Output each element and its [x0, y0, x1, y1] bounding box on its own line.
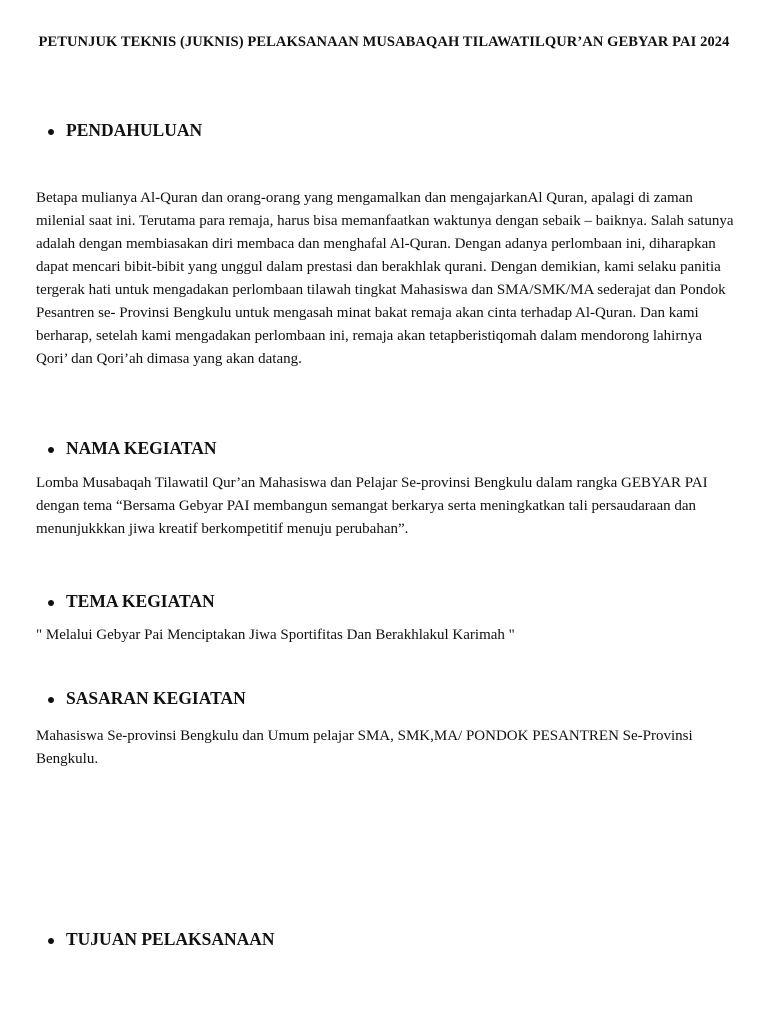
section-heading-label: NAMA KEGIATAN [66, 438, 217, 458]
section-heading-tema-kegiatan [48, 590, 215, 612]
bullet-icon [48, 129, 54, 135]
document-title: PETUNJUK TEKNIS (JUKNIS) PELAKSANAAN MUSABAQAH TILAWATILQUR’AN GEBYAR PAI 2024 [38, 34, 730, 50]
section-heading-label: PENDAHULUAN [66, 120, 203, 140]
bullet-icon [48, 600, 54, 606]
bullet-icon [48, 938, 54, 944]
section-heading-sasaran-kegiatan [48, 687, 246, 709]
section-heading-pendahuluan [48, 119, 202, 141]
section-heading-label: TUJUAN PELAKSANAAN [66, 929, 275, 949]
section-heading-nama-kegiatan [48, 437, 217, 459]
section-heading-tujuan-pelaksanaan [48, 928, 275, 950]
bullet-icon [48, 447, 54, 453]
section-body-sasaran-kegiatan: Mahasiswa Se-provinsi Bengkulu dan Umum pelajar SMA, SMK,MA/ PONDOK PESANTREN Se-Provinsi Bengkulu. [36, 728, 693, 767]
section-heading-label: SASARAN KEGIATAN [66, 688, 246, 708]
bullet-icon [48, 697, 54, 703]
section-heading-label: TEMA KEGIATAN [66, 591, 215, 611]
section-body-pendahuluan: Betapa mulianya Al-Quran dan orang-orang yang mengamalkan dan mengajarkanAl Quran, apalagi di zaman milenial saat ini. Terutama para remaja, harus bisa memanfaatkan waktunya dengan sebaik – baiknya. Salah satunya adalah dengan membiasakan diri membaca dan menghafal Al-Quran. Dengan adanya perlombaan ini, diharapkan dapat mencari bibit-bibit yang unggul dalam prestasi dan berakhlak qurani. Dengan demikian, kami selaku panitia tergerak hati untuk mengadakan perlombaan tilawah tingkat Mahasiswa dan SMA/SMK/MA sederajat dan Pondok Pesantren se- Provinsi Bengkulu untuk mengasah minat bakat remaja akan cinta terhadap Al-Quran. Dan kami berharap, setelah kami mengadakan perlombaan ini, remaja akan tetapberistiqomah dalam mendorong lahirnya Qori’ dan Qori’ah dimasa yang akan datang. [36, 190, 734, 367]
section-body-nama-kegiatan: Lomba Musabaqah Tilawatil Qur’an Mahasiswa dan Pelajar Se-provinsi Bengkulu dalam rangka GEBYAR PAI dengan tema “Bersama Gebyar PAI membangun semangat berkarya serta meningkatkan tali persaudaraan dan menunjukkkan jiwa kreatif berkompetitif menuju perubahan”. [36, 475, 708, 537]
section-body-tema-kegiatan: " Melalui Gebyar Pai Menciptakan Jiwa Sportifitas Dan Berakhlakul Karimah " [36, 627, 515, 643]
